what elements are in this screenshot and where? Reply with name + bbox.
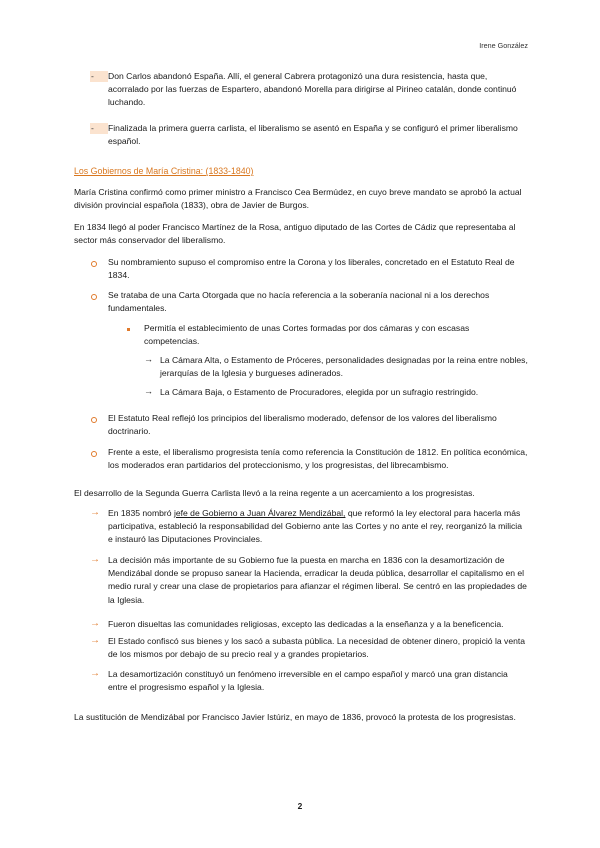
mendizabal-suffix: que reformó la ley electoral para hacerla más participativa, estableció la responsabilidad del Gobierno ante las Cortes y no ante el rey, reorganizó la milicia e instauró las Diputaciones Provinciales.	[108, 508, 522, 545]
sub-bullet-cortes: Permitía el establecimiento de unas Cortes formadas por dos cámaras y con escasas competencias.	[144, 323, 470, 347]
author-header: Irene González	[479, 41, 528, 50]
paragraph-martinez-rosa: En 1834 llegó al poder Francisco Martínez de la Rosa, antiguo diputado de las Cortes de Cádiz que representaba al sector más conservador del liberalismo.	[74, 222, 516, 246]
arrow-right-icon: →	[90, 668, 100, 679]
arrow-item-camara-alta: La Cámara Alta, o Estamento de Próceres, personalidades designadas por la reina entre nobles, jerarquías de la Iglesia y burgueses adinerados.	[160, 355, 528, 379]
page-number: 2	[297, 801, 303, 811]
paragraph-isturiz: La sustitución de Mendizábal por Francisco Javier Istúriz, en mayo de 1836, provocó la protesta de los progresistas.	[74, 712, 516, 722]
circle-bullet-icon	[91, 294, 97, 300]
arrow-right-icon: →	[90, 635, 100, 646]
circle-bullet-icon	[91, 417, 97, 423]
arrow-item-comunidades: Fueron disueltas las comunidades religiosas, excepto las dedicadas a la enseñanza y a la beneficencia.	[108, 619, 504, 629]
circle-bullet-moderado: El Estatuto Real reflejó los principios del liberalismo moderado, defensor de los valores del liberalismo doctrinario.	[108, 413, 497, 437]
circle-bullet-icon	[91, 451, 97, 457]
circle-bullet-icon	[91, 261, 97, 267]
arrow-right-icon: →	[90, 507, 100, 518]
paragraph-cea-bermudez: María Cristina confirmó como primer ministro a Francisco Cea Bermúdez, en cuyo breve mandato se aprobó la actual división provincial española (1833), obra de Javier de Burgos.	[74, 187, 522, 211]
dash-bullet-icon: -	[91, 123, 94, 133]
section-title: Los Gobiernos de María Cristina: (1833-1840)	[74, 166, 254, 176]
arrow-item-irreversible: La desamortización constituyó un fenómeno irreversible en el campo español y marcó una gran distancia entre el progresismo español y la Iglesia.	[108, 669, 508, 693]
circle-bullet-progresista: Frente a este, el liberalismo progresista tenía como referencia la Constitución de 1812. En política económica, los moderados eran partidarios del proteccionismo, y los progresistas, del librecambismo.	[108, 447, 528, 471]
arrow-item-mendizabal	[108, 507, 528, 547]
paragraph-segunda-guerra: El desarrollo de la Segunda Guerra Carlista llevó a la reina regente a un acercamiento a los progresistas.	[74, 488, 475, 498]
arrow-item-camara-baja: La Cámara Baja, o Estamento de Procuradores, elegida por un sufragio restringido.	[160, 387, 479, 397]
arrow-right-icon: →	[90, 618, 100, 629]
arrow-right-icon: →	[144, 354, 153, 364]
mendizabal-underlined: jefe de Gobierno a Juan Álvarez Mendizábal,	[173, 508, 346, 518]
arrow-right-icon: →	[90, 554, 100, 565]
intro-bullet-1: Don Carlos abandonó España. Allí, el general Cabrera protagonizó una dura resistencia, hasta que, acorralado por las fuerzas de Espartero, abandonó Morella para dirigirse al Pirineo catalán, donde continuó luchando.	[108, 71, 517, 108]
arrow-item-subasta: El Estado confiscó sus bienes y los sacó a subasta pública. La necesidad de obtener dinero, propició la venta de los mismos por debajo de su precio real y a grandes propietarios.	[108, 636, 526, 660]
dash-bullet-icon: -	[91, 71, 94, 81]
arrow-item-desamortizacion: La decisión más importante de su Gobierno fue la puesta en marcha en 1836 con la desamortización de Mendizábal donde se propuso sanear la Hacienda, erradicar la deuda pública, desarrollar el capitalismo en el medio rural y crear una clase de propietarios para afianzar el régimen liberal. Se centró en las propiedades de la Iglesia.	[108, 555, 527, 605]
mendizabal-prefix: En 1835 nombró	[108, 508, 174, 518]
intro-bullet-2: Finalizada la primera guerra carlista, el liberalismo se asentó en España y se configuró el primer liberalismo español.	[108, 123, 518, 147]
square-bullet-icon	[127, 328, 130, 331]
arrow-right-icon: →	[144, 386, 153, 396]
circle-bullet-estatuto: Su nombramiento supuso el compromiso entre la Corona y los liberales, concretado en el Estatuto Real de 1834.	[108, 257, 515, 281]
circle-bullet-carta-otorgada: Se trataba de una Carta Otorgada que no hacía referencia a la soberanía nacional ni a los derechos fundamentales.	[108, 290, 490, 314]
